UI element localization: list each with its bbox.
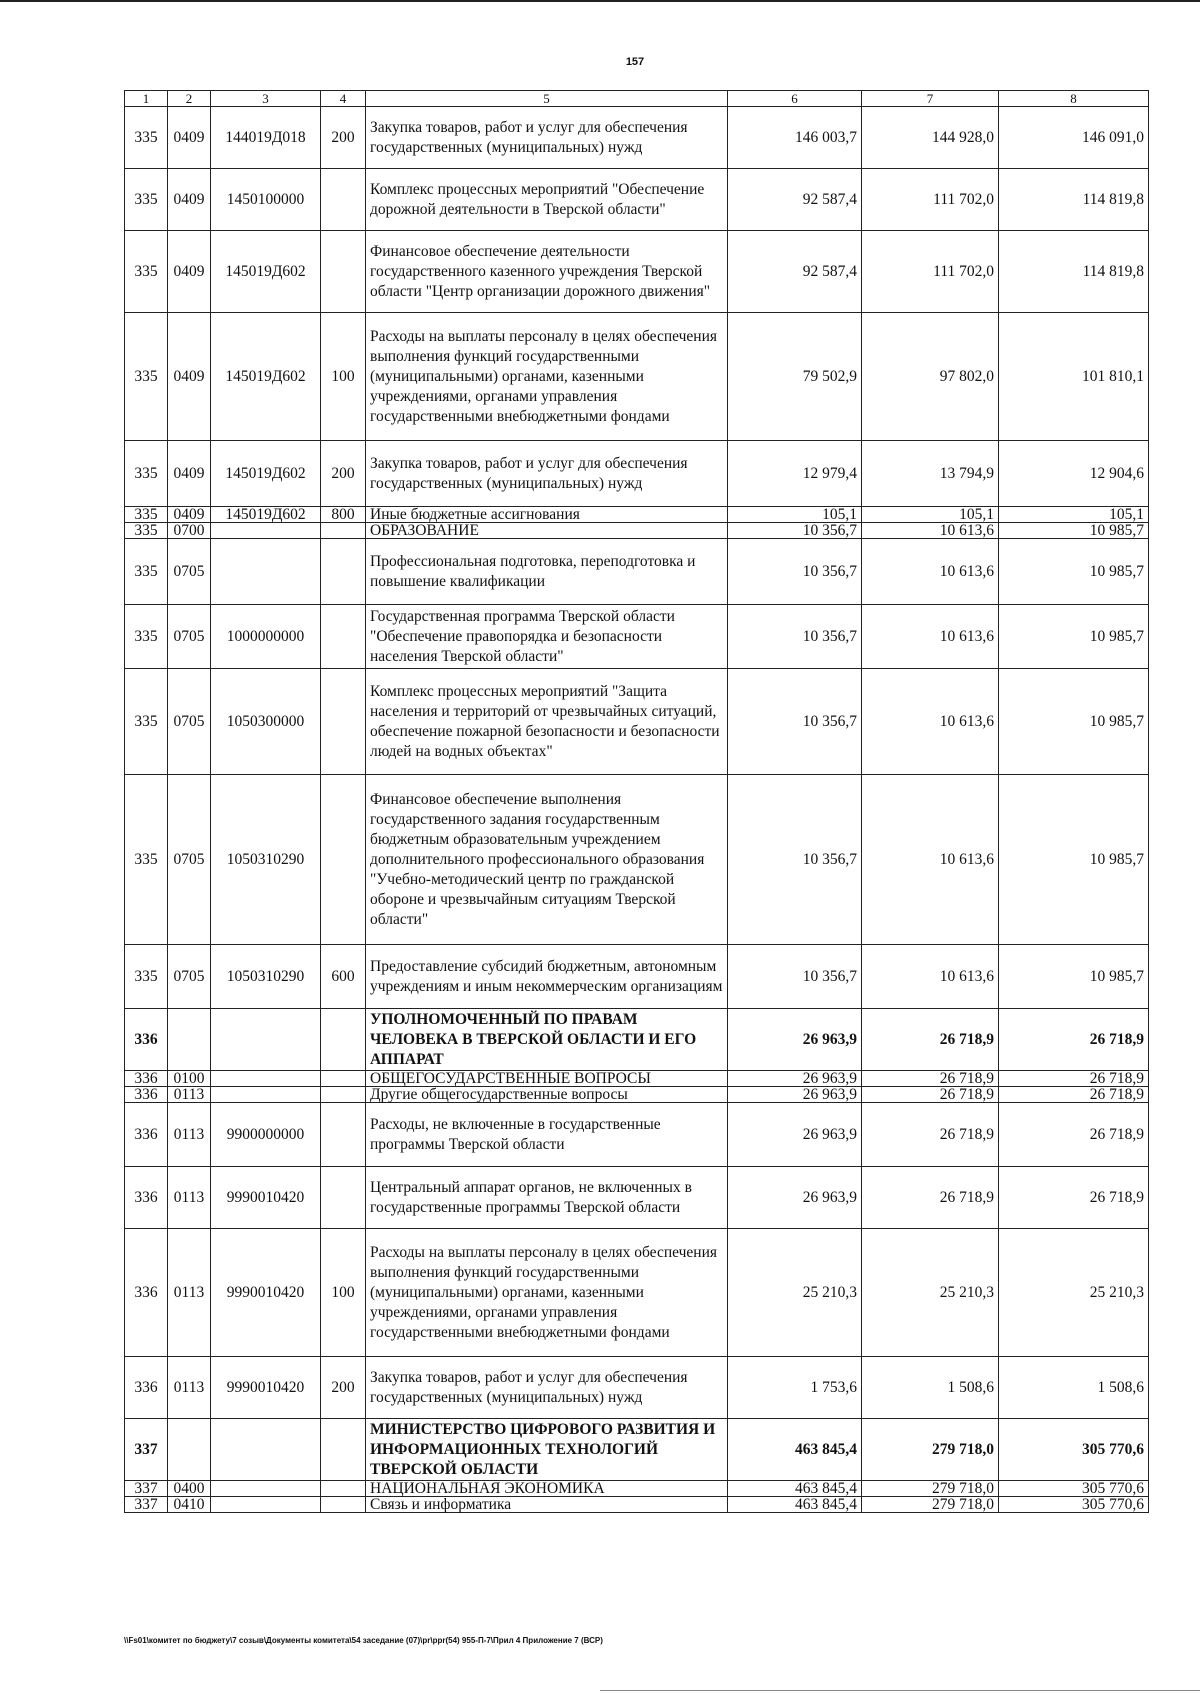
section-code-cell: 335: [125, 507, 168, 523]
expense-type-cell: [321, 523, 366, 539]
amount-year2-cell: 279 718,0: [862, 1419, 999, 1481]
subsection-code-cell: 0705: [168, 605, 211, 669]
description-cell: ОБЩЕГОСУДАРСТВЕННЫЕ ВОПРОСЫ: [366, 1071, 728, 1087]
amount-year3-cell: 10 985,7: [999, 539, 1149, 605]
amount-year1-cell: 26 963,9: [728, 1167, 862, 1229]
expense-type-cell: [321, 1481, 366, 1497]
amount-year2-cell: 111 702,0: [862, 231, 999, 313]
target-article-cell: 1000000000: [211, 605, 321, 669]
target-article-cell: 9900000000: [211, 1103, 321, 1167]
amount-year2-cell: 26 718,9: [862, 1071, 999, 1087]
amount-year2-cell: 144 928,0: [862, 107, 999, 169]
amount-year3-cell: 10 985,7: [999, 605, 1149, 669]
amount-year3-cell: 1 508,6: [999, 1357, 1149, 1419]
amount-year2-cell: 97 802,0: [862, 313, 999, 441]
amount-year2-cell: 10 613,6: [862, 523, 999, 539]
subsection-code-cell: 0409: [168, 231, 211, 313]
col-header: 4: [321, 91, 366, 107]
subsection-code-cell: 0100: [168, 1071, 211, 1087]
amount-year2-cell: 26 718,9: [862, 1167, 999, 1229]
target-article-cell: 9990010420: [211, 1357, 321, 1419]
section-code-cell: 336: [125, 1071, 168, 1087]
expense-type-cell: 200: [321, 107, 366, 169]
description-cell: Расходы, не включенные в государственные программы Тверской области: [366, 1103, 728, 1167]
budget-table: [124, 90, 1149, 1513]
section-code-cell: 335: [125, 523, 168, 539]
amount-year3-cell: 114 819,8: [999, 169, 1149, 231]
description-cell: МИНИСТЕРСТВО ЦИФРОВОГО РАЗВИТИЯ И ИНФОРМАЦИОННЫХ ТЕХНОЛОГИЙ ТВЕРСКОЙ ОБЛАСТИ: [366, 1419, 728, 1481]
expense-type-cell: 100: [321, 313, 366, 441]
amount-year3-cell: 26 718,9: [999, 1009, 1149, 1071]
section-code-cell: 336: [125, 1103, 168, 1167]
col-header: 3: [211, 91, 321, 107]
description-cell: Финансовое обеспечение деятельности государственного казенного учреждения Тверской области "Центр организации дорожного движения": [366, 231, 728, 313]
table-row: [125, 1167, 1149, 1229]
amount-year3-cell: 305 770,6: [999, 1419, 1149, 1481]
amount-year1-cell: 92 587,4: [728, 169, 862, 231]
col-header: 7: [862, 91, 999, 107]
table-row: [125, 669, 1149, 775]
amount-year3-cell: 10 985,7: [999, 523, 1149, 539]
col-header: 2: [168, 91, 211, 107]
amount-year2-cell: 26 718,9: [862, 1009, 999, 1071]
amount-year1-cell: 10 356,7: [728, 539, 862, 605]
expense-type-cell: [321, 669, 366, 775]
footer-file-path: \\Fs01\комитет по бюджету\7 созыв\Документы комитета\54 заседание (07)\pr\ppr(54) 955-П-7\Прил 4 Приложение 7 (ВСР): [124, 1636, 603, 1645]
table-row: [125, 231, 1149, 313]
description-cell: Комплекс процессных мероприятий "Обеспечение дорожной деятельности в Тверской области": [366, 169, 728, 231]
subsection-code-cell: 0705: [168, 775, 211, 945]
description-cell: Государственная программа Тверской области "Обеспечение правопорядка и безопасности населения Тверской области": [366, 605, 728, 669]
subsection-code-cell: 0409: [168, 313, 211, 441]
col-header: 8: [999, 91, 1149, 107]
table-row: [125, 775, 1149, 945]
page-number: 157: [625, 56, 645, 68]
description-cell: Закупка товаров, работ и услуг для обеспечения государственных (муниципальных) нужд: [366, 441, 728, 507]
amount-year1-cell: 105,1: [728, 507, 862, 523]
amount-year2-cell: 25 210,3: [862, 1229, 999, 1357]
expense-type-cell: 600: [321, 945, 366, 1009]
amount-year1-cell: 10 356,7: [728, 669, 862, 775]
section-code-cell: 337: [125, 1481, 168, 1497]
description-cell: Другие общегосударственные вопросы: [366, 1087, 728, 1103]
amount-year1-cell: 1 753,6: [728, 1357, 862, 1419]
amount-year3-cell: 105,1: [999, 507, 1149, 523]
subsection-code-cell: 0409: [168, 107, 211, 169]
target-article-cell: 9990010420: [211, 1167, 321, 1229]
target-article-cell: [211, 539, 321, 605]
section-code-cell: 335: [125, 945, 168, 1009]
amount-year3-cell: 146 091,0: [999, 107, 1149, 169]
target-article-cell: [211, 1497, 321, 1513]
section-code-cell: 336: [125, 1229, 168, 1357]
subsection-code-cell: 0400: [168, 1481, 211, 1497]
table-row: [125, 539, 1149, 605]
subsection-code-cell: 0700: [168, 523, 211, 539]
amount-year1-cell: 463 845,4: [728, 1497, 862, 1513]
expense-type-cell: [321, 775, 366, 945]
description-cell: Расходы на выплаты персоналу в целях обеспечения выполнения функций государственными (муниципальными) органами, казенными учреждениями, органами управления государственными внебюджетными фондами: [366, 1229, 728, 1357]
description-cell: Предоставление субсидий бюджетным, автономным учреждениям и иным некоммерческим организациям: [366, 945, 728, 1009]
description-cell: Иные бюджетные ассигнования: [366, 507, 728, 523]
expense-type-cell: [321, 1167, 366, 1229]
section-code-cell: 335: [125, 169, 168, 231]
amount-year2-cell: 13 794,9: [862, 441, 999, 507]
subsection-code-cell: 0113: [168, 1167, 211, 1229]
amount-year3-cell: 26 718,9: [999, 1167, 1149, 1229]
amount-year1-cell: 463 845,4: [728, 1419, 862, 1481]
target-article-cell: 1050310290: [211, 945, 321, 1009]
table-body: [125, 107, 1149, 1513]
amount-year1-cell: 463 845,4: [728, 1481, 862, 1497]
target-article-cell: 1050300000: [211, 669, 321, 775]
expense-type-cell: [321, 1419, 366, 1481]
amount-year2-cell: 279 718,0: [862, 1481, 999, 1497]
amount-year3-cell: 305 770,6: [999, 1497, 1149, 1513]
section-code-cell: 335: [125, 231, 168, 313]
section-code-cell: 335: [125, 313, 168, 441]
subsection-code-cell: 0705: [168, 945, 211, 1009]
table-row: [125, 1497, 1149, 1513]
subsection-code-cell: 0705: [168, 669, 211, 775]
col-header: 1: [125, 91, 168, 107]
amount-year3-cell: 114 819,8: [999, 231, 1149, 313]
subsection-code-cell: 0113: [168, 1103, 211, 1167]
target-article-cell: 9990010420: [211, 1229, 321, 1357]
amount-year3-cell: 25 210,3: [999, 1229, 1149, 1357]
amount-year1-cell: 92 587,4: [728, 231, 862, 313]
amount-year1-cell: 26 963,9: [728, 1103, 862, 1167]
amount-year1-cell: 26 963,9: [728, 1071, 862, 1087]
expense-type-cell: [321, 539, 366, 605]
expense-type-cell: 800: [321, 507, 366, 523]
amount-year3-cell: 10 985,7: [999, 945, 1149, 1009]
subsection-code-cell: [168, 1419, 211, 1481]
amount-year3-cell: 305 770,6: [999, 1481, 1149, 1497]
description-cell: НАЦИОНАЛЬНАЯ ЭКОНОМИКА: [366, 1481, 728, 1497]
target-article-cell: 144019Д018: [211, 107, 321, 169]
col-header: 6: [728, 91, 862, 107]
table-row: [125, 507, 1149, 523]
description-cell: Финансовое обеспечение выполнения государственного задания государственным бюджетным образовательным учреждением дополнительного профессионального образования "Учебно-методический центр по гражданской обороне и чрезвычайным ситуациям Тверской области": [366, 775, 728, 945]
description-cell: Закупка товаров, работ и услуг для обеспечения государственных (муниципальных) нужд: [366, 107, 728, 169]
table-row: [125, 1103, 1149, 1167]
target-article-cell: [211, 523, 321, 539]
amount-year1-cell: 26 963,9: [728, 1009, 862, 1071]
amount-year1-cell: 25 210,3: [728, 1229, 862, 1357]
section-code-cell: 335: [125, 669, 168, 775]
table-row: [125, 313, 1149, 441]
section-code-cell: 335: [125, 107, 168, 169]
amount-year3-cell: 10 985,7: [999, 775, 1149, 945]
table-row: [125, 1087, 1149, 1103]
subsection-code-cell: 0409: [168, 441, 211, 507]
description-cell: Центральный аппарат органов, не включенных в государственные программы Тверской области: [366, 1167, 728, 1229]
amount-year3-cell: 26 718,9: [999, 1071, 1149, 1087]
section-code-cell: 335: [125, 441, 168, 507]
description-cell: Профессиональная подготовка, переподготовка и повышение квалификации: [366, 539, 728, 605]
amount-year2-cell: 10 613,6: [862, 775, 999, 945]
section-code-cell: 337: [125, 1419, 168, 1481]
table-row: [125, 945, 1149, 1009]
description-cell: Закупка товаров, работ и услуг для обеспечения государственных (муниципальных) нужд: [366, 1357, 728, 1419]
table-row: [125, 1419, 1149, 1481]
amount-year1-cell: 10 356,7: [728, 775, 862, 945]
amount-year3-cell: 26 718,9: [999, 1087, 1149, 1103]
amount-year2-cell: 10 613,6: [862, 669, 999, 775]
section-code-cell: 336: [125, 1167, 168, 1229]
target-article-cell: [211, 1419, 321, 1481]
description-cell: Расходы на выплаты персоналу в целях обеспечения выполнения функций государственными (муниципальными) органами, казенными учреждениями, органами управления государственными внебюджетными фондами: [366, 313, 728, 441]
expense-type-cell: [321, 605, 366, 669]
description-cell: Комплекс процессных мероприятий "Защита населения и территорий от чрезвычайных ситуаций, обеспечение пожарной безопасности и безопасности людей на водных объектах": [366, 669, 728, 775]
subsection-code-cell: 0409: [168, 507, 211, 523]
expense-type-cell: [321, 1497, 366, 1513]
top-rule: [0, 0, 1200, 2]
amount-year2-cell: 10 613,6: [862, 605, 999, 669]
amount-year2-cell: 10 613,6: [862, 539, 999, 605]
table-row: [125, 605, 1149, 669]
section-code-cell: 336: [125, 1087, 168, 1103]
expense-type-cell: [321, 169, 366, 231]
amount-year2-cell: 1 508,6: [862, 1357, 999, 1419]
description-cell: Связь и информатика: [366, 1497, 728, 1513]
target-article-cell: 145019Д602: [211, 441, 321, 507]
amount-year1-cell: 146 003,7: [728, 107, 862, 169]
target-article-cell: 145019Д602: [211, 313, 321, 441]
target-article-cell: 1450100000: [211, 169, 321, 231]
amount-year1-cell: 26 963,9: [728, 1087, 862, 1103]
target-article-cell: 145019Д602: [211, 507, 321, 523]
table-row: [125, 1357, 1149, 1419]
target-article-cell: [211, 1009, 321, 1071]
section-code-cell: 337: [125, 1497, 168, 1513]
subsection-code-cell: 0410: [168, 1497, 211, 1513]
subsection-code-cell: 0113: [168, 1229, 211, 1357]
expense-type-cell: 200: [321, 1357, 366, 1419]
table-row: [125, 1229, 1149, 1357]
section-code-cell: 335: [125, 775, 168, 945]
amount-year1-cell: 10 356,7: [728, 945, 862, 1009]
subsection-code-cell: 0113: [168, 1087, 211, 1103]
amount-year1-cell: 10 356,7: [728, 523, 862, 539]
table-row: [125, 1009, 1149, 1071]
expense-type-cell: [321, 231, 366, 313]
expense-type-cell: [321, 1087, 366, 1103]
amount-year3-cell: 10 985,7: [999, 669, 1149, 775]
expense-type-cell: [321, 1071, 366, 1087]
description-cell: УПОЛНОМОЧЕННЫЙ ПО ПРАВАМ ЧЕЛОВЕКА В ТВЕРСКОЙ ОБЛАСТИ И ЕГО АППАРАТ: [366, 1009, 728, 1071]
table-row: [125, 107, 1149, 169]
amount-year2-cell: 26 718,9: [862, 1103, 999, 1167]
bottom-rule: [600, 1690, 1200, 1691]
target-article-cell: [211, 1071, 321, 1087]
subsection-code-cell: 0409: [168, 169, 211, 231]
section-code-cell: 335: [125, 605, 168, 669]
amount-year1-cell: 10 356,7: [728, 605, 862, 669]
target-article-cell: [211, 1481, 321, 1497]
description-cell: ОБРАЗОВАНИЕ: [366, 523, 728, 539]
amount-year1-cell: 12 979,4: [728, 441, 862, 507]
table-row: [125, 169, 1149, 231]
subsection-code-cell: 0705: [168, 539, 211, 605]
col-header: 5: [366, 91, 728, 107]
target-article-cell: 1050310290: [211, 775, 321, 945]
expense-type-cell: 200: [321, 441, 366, 507]
subsection-code-cell: [168, 1009, 211, 1071]
section-code-cell: 336: [125, 1009, 168, 1071]
amount-year3-cell: 26 718,9: [999, 1103, 1149, 1167]
amount-year3-cell: 101 810,1: [999, 313, 1149, 441]
section-code-cell: 335: [125, 539, 168, 605]
expense-type-cell: 100: [321, 1229, 366, 1357]
table-row: [125, 523, 1149, 539]
target-article-cell: [211, 1087, 321, 1103]
expense-type-cell: [321, 1103, 366, 1167]
amount-year2-cell: 10 613,6: [862, 945, 999, 1009]
table-row: [125, 1071, 1149, 1087]
amount-year2-cell: 279 718,0: [862, 1497, 999, 1513]
amount-year3-cell: 12 904,6: [999, 441, 1149, 507]
amount-year2-cell: 26 718,9: [862, 1087, 999, 1103]
section-code-cell: 336: [125, 1357, 168, 1419]
table-row: [125, 1481, 1149, 1497]
table-row: [125, 441, 1149, 507]
amount-year1-cell: 79 502,9: [728, 313, 862, 441]
amount-year2-cell: 111 702,0: [862, 169, 999, 231]
header-row: [125, 91, 1149, 107]
expense-type-cell: [321, 1009, 366, 1071]
amount-year2-cell: 105,1: [862, 507, 999, 523]
subsection-code-cell: 0113: [168, 1357, 211, 1419]
target-article-cell: 145019Д602: [211, 231, 321, 313]
